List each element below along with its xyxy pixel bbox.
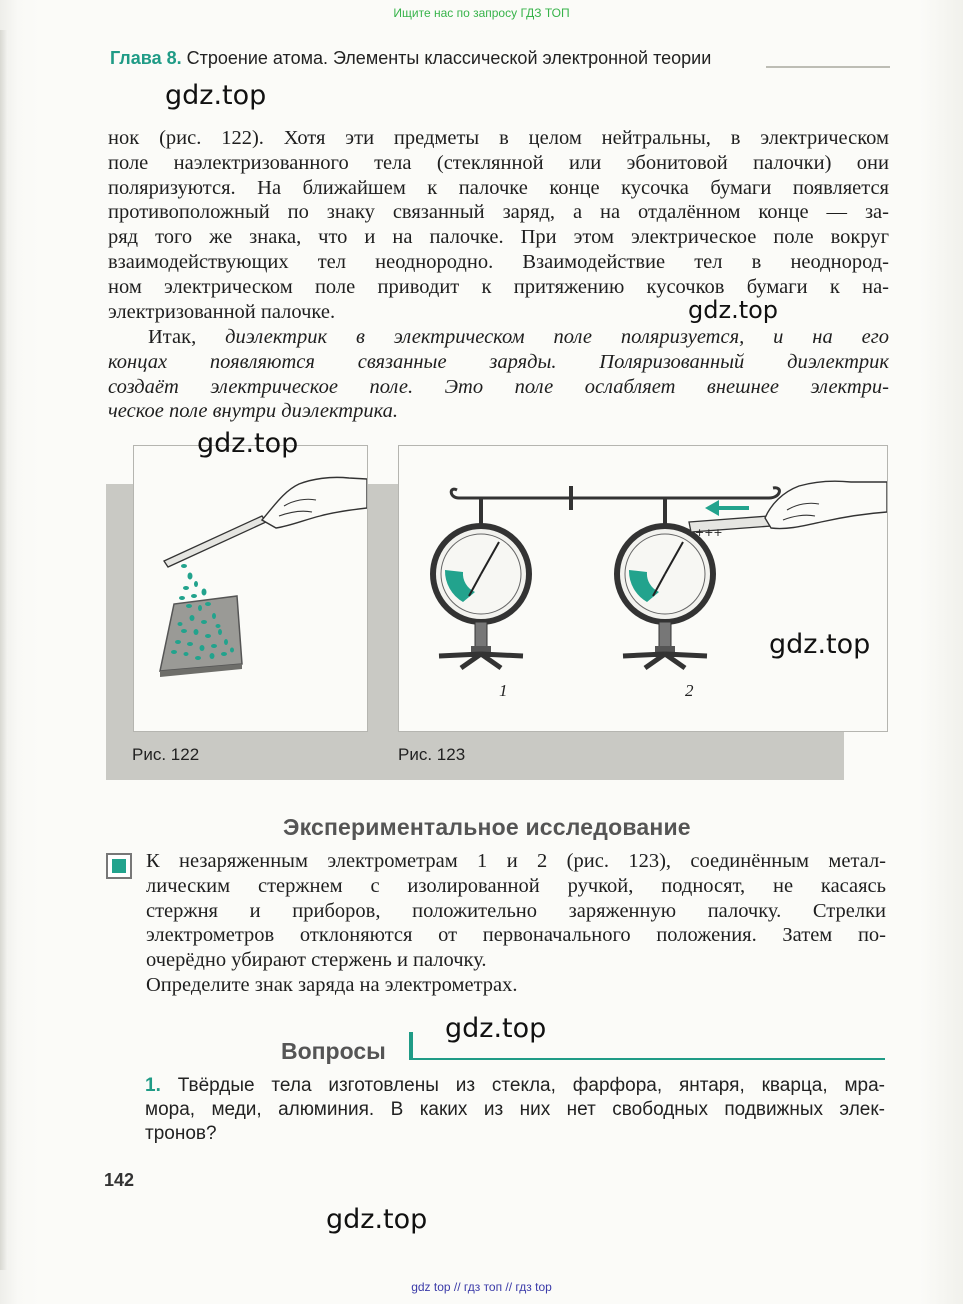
paragraph-1	[108, 126, 889, 324]
question-line: тронов?	[145, 1123, 217, 1144]
paragraph-2	[108, 325, 889, 424]
chapter-title: Строение атома. Элементы классической электронной теории	[186, 48, 712, 68]
paragraph-line: очерёдно убирают стержень и палочку.	[146, 949, 487, 972]
header-rule	[766, 66, 890, 68]
paragraph-intro: Итак,	[148, 326, 197, 348]
glass-rod	[164, 516, 266, 567]
hand	[765, 481, 887, 528]
charge-label: +++	[695, 526, 723, 539]
watermark: gdz.top	[445, 1013, 547, 1044]
paragraph-line: нок (рис. 122). Хотя эти предметы в целом нейтральны, в электрическом	[108, 127, 889, 149]
chapter-label: Глава 8.	[110, 48, 182, 68]
connecting-rod	[451, 488, 779, 498]
paragraph-line: ном электрическом поле приводит к притяжению кусочков бумаги к на-	[108, 275, 889, 298]
experiment-task: Определите знак заряда на электрометрах.	[146, 973, 518, 996]
figure-122-box	[133, 445, 368, 732]
electrometer-2-label: 2	[685, 681, 694, 700]
figure-122-illustration	[134, 446, 367, 731]
experiment-section-title: Экспериментальное исследование	[283, 814, 691, 840]
watermark: gdz.top	[165, 80, 267, 111]
hand	[262, 477, 367, 528]
question-line: мора, меди, алюминия. В каких из них нет свободных подвижных элек-	[145, 1099, 885, 1120]
top-banner[interactable]: Ищите нас по запросу ГДЗ ТОП	[393, 6, 570, 20]
page-number: 142	[104, 1170, 135, 1190]
paragraph-line: противоположный по знаку связанный заряд, а на отдалённом конце — за-	[108, 201, 889, 224]
experiment-text	[146, 849, 886, 998]
paragraph-line: поляризуются. На ближайшем к палочке конце кусочка бумаги появляется	[108, 176, 889, 199]
question-line	[145, 1074, 885, 1098]
paragraph-line: электрометров отклоняются от первоначального положения. Затем по-	[146, 924, 886, 947]
watermark: gdz.top	[769, 629, 871, 660]
watermark: gdz.top	[326, 1204, 428, 1235]
questions-accent-bar	[409, 1032, 413, 1060]
page-binding-shadow	[0, 30, 8, 1270]
paragraph-line: поле наэлектризованного тела (стеклянной или эбонитовой палочки) они	[108, 151, 889, 174]
watermark: gdz.top	[688, 296, 779, 324]
paragraph-line: стержня и приборов, положительно заряженную палочку. Стрелки	[146, 899, 886, 922]
question-1	[145, 1074, 885, 1146]
arrow-head	[705, 500, 719, 516]
questions-rule	[409, 1058, 885, 1060]
italic-text: диэлектрик в электрическом поле поляризуется, и на его	[225, 326, 889, 348]
paragraph-line: К незаряженным электрометрам 1 и 2 (рис. 123), соединённым метал-	[146, 850, 886, 872]
bottom-banner[interactable]: gdz top // гдз топ // гдз top	[411, 1280, 552, 1294]
questions-title: Вопросы	[281, 1038, 386, 1064]
question-text: Твёрдые тела изготовлены из стекла, фарфора, янтаря, кварца, мра-	[177, 1075, 885, 1096]
rod-handle	[569, 486, 573, 510]
figure-123-box	[398, 445, 888, 732]
paragraph-line: ряд того же знака, что и на палочке. При этом электрическое поле вокруг	[108, 226, 889, 249]
paragraph-line	[108, 325, 889, 350]
figure-122-caption: Рис. 122	[132, 745, 200, 764]
watermark: gdz.top	[197, 428, 299, 459]
experiment-icon	[106, 853, 132, 879]
paragraph-line: лическим стержнем с изолированной ручкой, подносят, не касаясь	[146, 874, 886, 897]
paragraph-line: электризованной палочке.	[108, 300, 336, 323]
electrometer-1	[433, 498, 529, 668]
figure-123-illustration	[399, 446, 887, 731]
paragraph-line: ческое поле внутри диэлектрика.	[108, 400, 399, 423]
paragraph-line: взаимодействующих тел неоднородно. Взаимодействие тел в неоднород-	[108, 250, 889, 273]
paragraph-line: создаёт электрическое поле. Это поле ослабляет внешнее электри-	[108, 375, 889, 398]
paragraph-line: концах появляются связанные заряды. Поляризованный диэлектрик	[108, 350, 889, 373]
electrometer-1-label: 1	[499, 681, 508, 700]
figure-123-caption: Рис. 123	[398, 745, 466, 764]
question-number: 1.	[145, 1075, 161, 1096]
